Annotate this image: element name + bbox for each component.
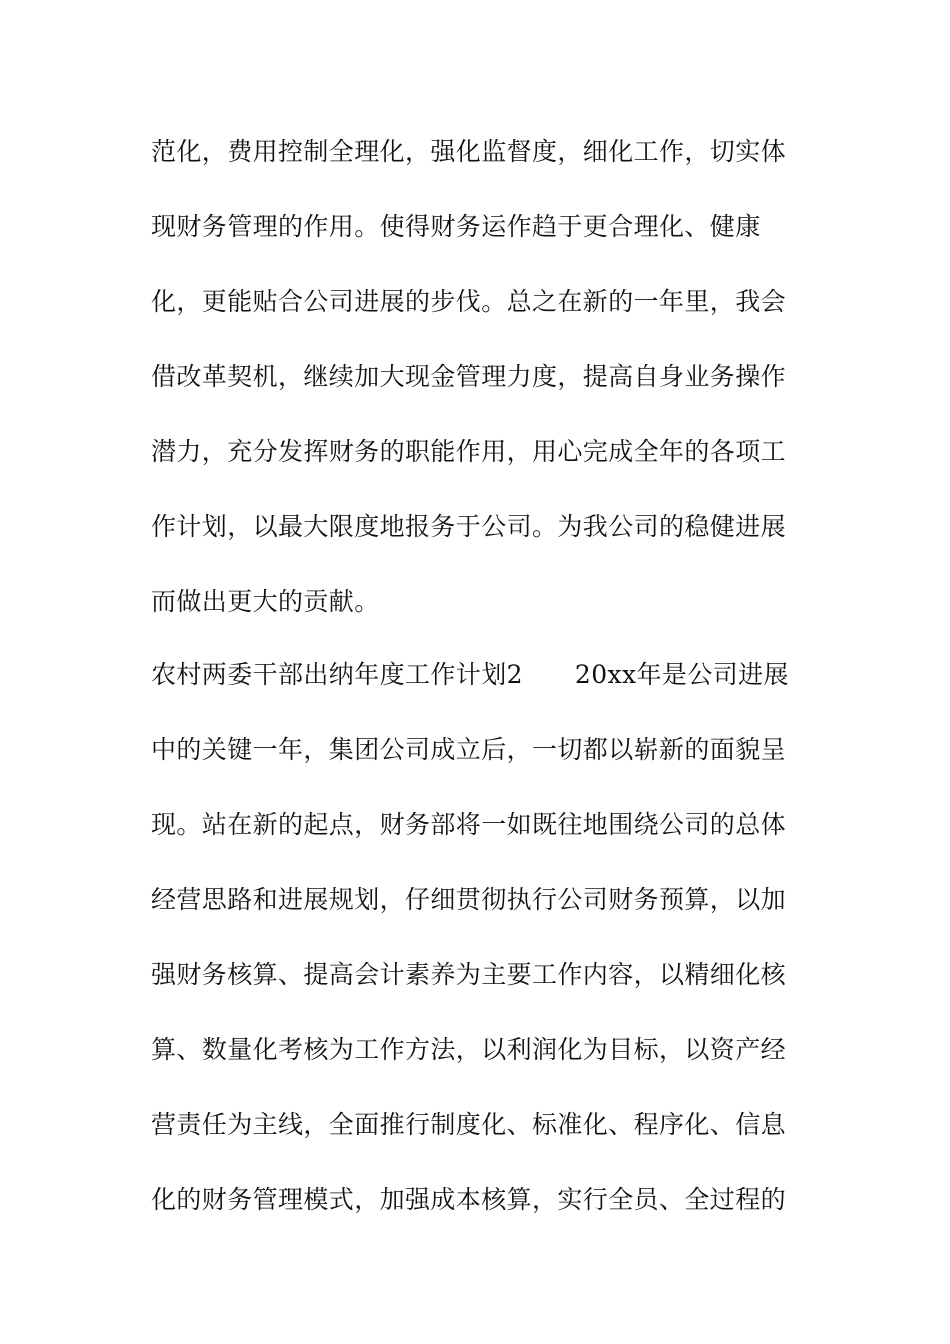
paragraph-line: 算、数量化考核为工作方法，以利润化为目标，以资产经 [151, 1035, 787, 1064]
paragraph-line: 现。站在新的起点，财务部将一如既往地围绕公司的总体 [151, 810, 787, 839]
paragraph-line: 化的财务管理模式，加强成本核算，实行全员、全过程的 [151, 1185, 787, 1214]
section-intro-text: 20xx年是公司进展 [574, 660, 789, 689]
paragraph-line: 中的关键一年，集团公司成立后，一切都以崭新的面貌呈 [151, 735, 787, 764]
paragraph-line: 现财务管理的作用。使得财务运作趋于更合理化、健康 [151, 212, 761, 241]
paragraph-line: 经营思路和进展规划，仔细贯彻执行公司财务预算，以加 [151, 885, 787, 914]
paragraph-line: 而做出更大的贡献。 [151, 587, 380, 616]
section-heading-line [151, 659, 811, 691]
paragraph-line: 潜力，充分发挥财务的职能作用，用心完成全年的各项工 [151, 437, 787, 466]
paragraph-line: 借改革契机，继续加大现金管理力度，提高自身业务操作 [151, 362, 787, 391]
paragraph-line: 强财务核算、提高会计素养为主要工作内容，以精细化核 [151, 960, 787, 989]
paragraph-line: 化，更能贴合公司进展的步伐。总之在新的一年里，我会 [151, 287, 787, 316]
paragraph-line: 营责任为主线，全面推行制度化、标准化、程序化、信息 [151, 1110, 787, 1139]
section-title: 农村两委干部出纳年度工作计划2 [151, 660, 523, 689]
paragraph-line: 范化，费用控制全理化，强化监督度，细化工作，切实体 [151, 137, 787, 166]
paragraph-line: 作计划，以最大限度地报务于公司。为我公司的稳健进展 [151, 512, 787, 541]
